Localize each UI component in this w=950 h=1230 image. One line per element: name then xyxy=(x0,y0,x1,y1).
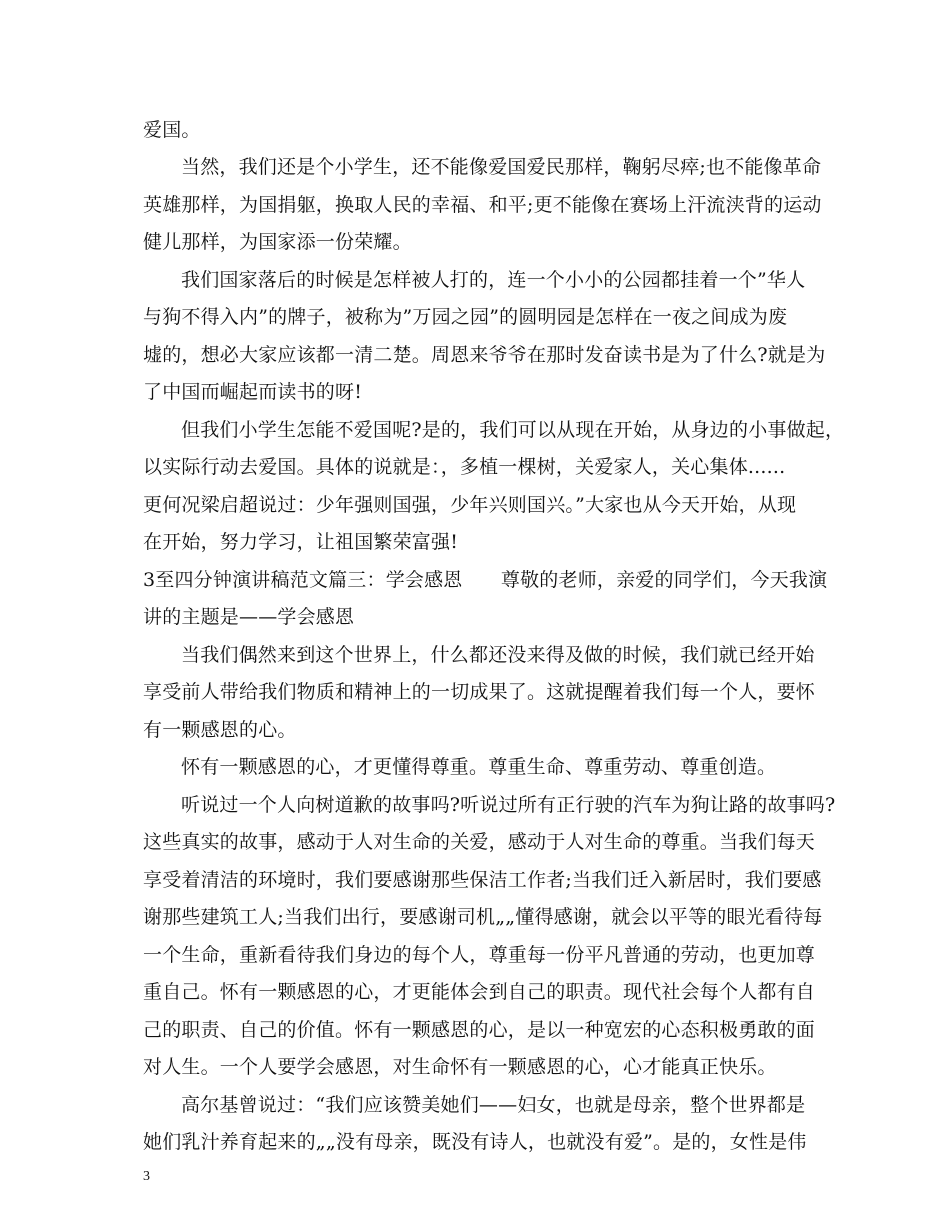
text-line: 墟的，想必大家应该都一清二楚。周恩来爷爷在那时发奋读书是为了什么?就是为 xyxy=(143,344,826,366)
text-line: 我们国家落后的时候是怎样被人打的，连一个小小的公园都挂着一个”华人 xyxy=(181,269,806,291)
text-line: 爱国。 xyxy=(143,119,201,141)
text-line: 对人生。一个人要学会感恩，对生命怀有一颗感恩的心，心才能真正快乐。 xyxy=(143,1056,777,1078)
text-line: 当然，我们还是个小学生，还不能像爱国爱民那样，鞠躬尽瘁;也不能像革命 xyxy=(181,156,822,178)
text-line: 以实际行动去爱国。具体的说就是：，多植一棵树，关爱家人，关心集体...... xyxy=(143,456,786,478)
text-line: 享受前人带给我们物质和精神上的一切成果了。这就提醒着我们每一个人，要怀 xyxy=(143,681,816,703)
text-line: 讲的主题是——学会感恩 xyxy=(143,606,355,628)
text-line: 谢那些建筑工人;当我们出行，要感谢司机„„懂得感谢，就会以平等的眼光看待每 xyxy=(143,906,823,928)
text-line: 了中国而崛起而读书的呀! xyxy=(143,381,363,403)
page-number: 3 xyxy=(143,1169,150,1184)
text-line: 更何况梁启超说过：少年强则国强，少年兴则国兴。”大家也从今天开始，从现 xyxy=(143,494,797,516)
section-heading-line: 3至四分钟演讲稿范文篇三：学会感恩 尊敬的老师，亲爱的同学们，今天我演 xyxy=(143,569,828,591)
text-line: 高尔基曾说过：“我们应该赞美她们——妇女，也就是母亲，整个世界都是 xyxy=(181,1094,806,1116)
text-line: 有一颗感恩的心。 xyxy=(143,719,297,741)
text-line: 当我们偶然来到这个世界上，什么都还没来得及做的时候，我们就已经开始 xyxy=(181,644,815,666)
text-line: 但我们小学生怎能不爱国呢?是的，我们可以从现在开始，从身边的小事做起， xyxy=(181,419,845,441)
text-line: 己的职责、自己的价值。怀有一颗感恩的心，是以一种宽宏的心态积极勇敢的面 xyxy=(143,1019,816,1041)
text-line: 这些真实的故事，感动于人对生命的关爱，感动于人对生命的尊重。当我们每天 xyxy=(143,831,816,853)
text-line: 怀有一颗感恩的心，才更懂得尊重。尊重生命、尊重劳动、尊重创造。 xyxy=(181,756,777,778)
text-line: 一个生命，重新看待我们身边的每个人，尊重每一份平凡普通的劳动，也更加尊 xyxy=(143,944,816,966)
text-line: 健儿那样，为国家添一份荣耀。 xyxy=(143,231,412,253)
text-line: 英雄那样，为国捐躯，换取人民的幸福、和平;更不能像在赛场上汗流浃背的运动 xyxy=(143,194,822,216)
text-line: 享受着清洁的环境时，我们要感谢那些保洁工作者;当我们迁入新居时，我们要感 xyxy=(143,869,822,891)
text-line: 听说过一个人向树道歉的故事吗?听说过所有正行驶的汽车为狗让路的故事吗? xyxy=(181,794,836,816)
text-line: 重自己。怀有一颗感恩的心，才更能体会到自己的职责。现代社会每个人都有自 xyxy=(143,981,816,1003)
text-line: 在开始，努力学习，让祖国繁荣富强! xyxy=(143,531,459,553)
text-line: 她们乳汁养育起来的„„没有母亲，既没有诗人，也就没有爱”。是的，女性是伟 xyxy=(143,1131,807,1153)
text-line: 与狗不得入内”的牌子，被称为”万园之园”的圆明园是怎样在一夜之间成为废 xyxy=(143,306,788,328)
